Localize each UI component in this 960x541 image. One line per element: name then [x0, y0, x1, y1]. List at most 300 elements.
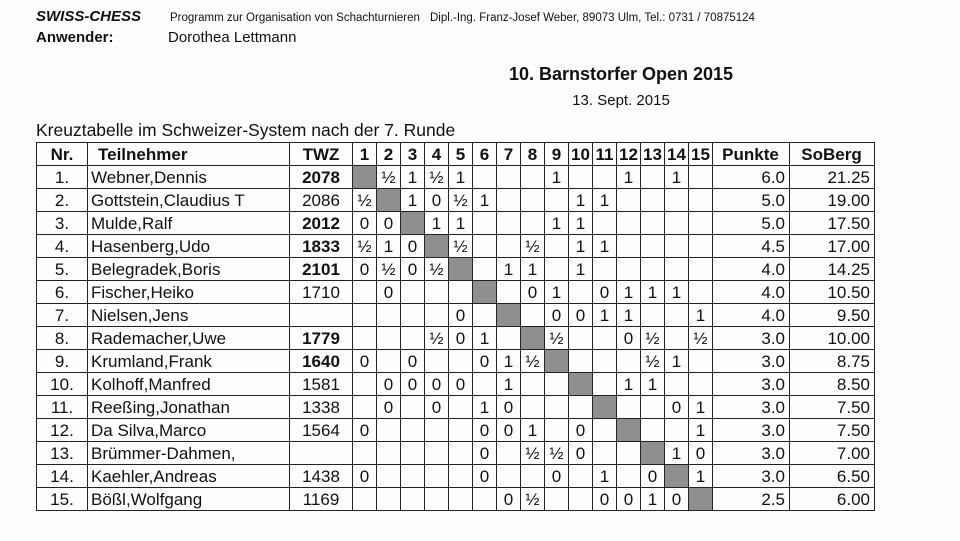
points-cell: 5.0: [713, 189, 790, 212]
result-cell: [497, 212, 521, 235]
player-name-cell: Reeßing,Jonathan: [88, 396, 290, 419]
result-cell: [545, 235, 569, 258]
result-cell: ½: [353, 235, 377, 258]
table-row: [37, 465, 875, 488]
result-cell: [665, 327, 689, 350]
result-cell: [665, 258, 689, 281]
result-cell: 0: [473, 442, 497, 465]
table-row: [37, 419, 875, 442]
result-cell: [689, 258, 713, 281]
result-cell: 0: [401, 373, 425, 396]
result-cell: 0: [377, 212, 401, 235]
result-cell: [425, 304, 449, 327]
rank-cell: 1.: [37, 166, 88, 189]
result-cell: 1: [641, 488, 665, 511]
points-cell: 3.0: [713, 373, 790, 396]
diagonal-cell: [425, 235, 449, 258]
soberg-cell: 21.25: [790, 166, 875, 189]
rank-cell: 12.: [37, 419, 88, 442]
result-cell: [689, 189, 713, 212]
result-cell: 1: [665, 442, 689, 465]
result-cell: [449, 442, 473, 465]
player-name-cell: Krumland,Frank: [88, 350, 290, 373]
soberg-cell: 7.50: [790, 396, 875, 419]
table-row: [37, 488, 875, 511]
result-cell: [497, 327, 521, 350]
result-cell: 1: [689, 419, 713, 442]
result-cell: [593, 166, 617, 189]
result-cell: ½: [521, 350, 545, 373]
rating-cell: 1779: [290, 327, 353, 350]
rank-cell: 9.: [37, 350, 88, 373]
table-row: [37, 212, 875, 235]
result-cell: [353, 304, 377, 327]
result-cell: [449, 281, 473, 304]
result-cell: [617, 350, 641, 373]
tournament-date: 13. Sept. 2015: [572, 92, 670, 109]
result-cell: 1: [569, 212, 593, 235]
result-cell: 0: [353, 350, 377, 373]
player-name-cell: Belegradek,Boris: [88, 258, 290, 281]
user-name: Dorothea Lettmann: [168, 29, 297, 46]
result-cell: 0: [401, 258, 425, 281]
result-cell: 1: [449, 212, 473, 235]
result-cell: ½: [689, 327, 713, 350]
soberg-cell: 10.00: [790, 327, 875, 350]
result-cell: [689, 350, 713, 373]
result-cell: [545, 373, 569, 396]
result-cell: [545, 189, 569, 212]
result-cell: 0: [569, 304, 593, 327]
soberg-cell: 8.50: [790, 373, 875, 396]
column-header-round: 8: [521, 143, 545, 166]
result-cell: 1: [449, 166, 473, 189]
player-name-cell: Kaehler,Andreas: [88, 465, 290, 488]
result-cell: [617, 212, 641, 235]
result-cell: [641, 396, 665, 419]
result-cell: 1: [617, 281, 641, 304]
result-cell: [569, 166, 593, 189]
result-cell: 0: [377, 396, 401, 419]
result-cell: 0: [545, 304, 569, 327]
result-cell: 1: [473, 396, 497, 419]
soberg-cell: 14.25: [790, 258, 875, 281]
player-name-cell: Fischer,Heiko: [88, 281, 290, 304]
result-cell: [569, 350, 593, 373]
result-cell: [449, 396, 473, 419]
column-header-round: 6: [473, 143, 497, 166]
result-cell: [617, 258, 641, 281]
result-cell: 0: [665, 488, 689, 511]
column-header-round: 14: [665, 143, 689, 166]
diagonal-cell: [449, 258, 473, 281]
diagonal-cell: [593, 396, 617, 419]
result-cell: [473, 304, 497, 327]
rating-cell: 1564: [290, 419, 353, 442]
result-cell: [689, 166, 713, 189]
crosstable: [36, 142, 875, 511]
player-name-cell: Da Silva,Marco: [88, 419, 290, 442]
result-cell: 0: [377, 373, 401, 396]
result-cell: 0: [473, 465, 497, 488]
player-name-cell: Hasenberg,Udo: [88, 235, 290, 258]
result-cell: 0: [497, 419, 521, 442]
result-cell: 0: [473, 350, 497, 373]
result-cell: 1: [473, 327, 497, 350]
result-cell: 1: [617, 373, 641, 396]
result-cell: ½: [425, 166, 449, 189]
result-cell: 1: [569, 235, 593, 258]
result-cell: 1: [689, 465, 713, 488]
column-header-round: 10: [569, 143, 593, 166]
result-cell: 1: [641, 281, 665, 304]
result-cell: 0: [353, 258, 377, 281]
result-cell: 0: [377, 281, 401, 304]
soberg-cell: 17.00: [790, 235, 875, 258]
player-name-cell: Kolhoff,Manfred: [88, 373, 290, 396]
result-cell: [593, 350, 617, 373]
rank-cell: 11.: [37, 396, 88, 419]
soberg-cell: 10.50: [790, 281, 875, 304]
column-header-round: 9: [545, 143, 569, 166]
result-cell: [593, 373, 617, 396]
player-name-cell: Rademacher,Uwe: [88, 327, 290, 350]
result-cell: [521, 465, 545, 488]
rating-cell: 1710: [290, 281, 353, 304]
table-row: [37, 166, 875, 189]
rating-cell: 1338: [290, 396, 353, 419]
soberg-cell: 19.00: [790, 189, 875, 212]
result-cell: [569, 281, 593, 304]
result-cell: 1: [665, 281, 689, 304]
soberg-cell: 17.50: [790, 212, 875, 235]
rank-cell: 13.: [37, 442, 88, 465]
result-cell: 1: [401, 166, 425, 189]
result-cell: [617, 442, 641, 465]
soberg-cell: 6.00: [790, 488, 875, 511]
result-cell: [545, 258, 569, 281]
points-cell: 4.0: [713, 258, 790, 281]
rating-cell: 1581: [290, 373, 353, 396]
user-label: Anwender:: [36, 29, 114, 46]
diagonal-cell: [401, 212, 425, 235]
result-cell: [425, 281, 449, 304]
author-info: Dipl.-Ing. Franz-Josef Weber, 89073 Ulm, Tel.: 0731 / 70875124: [430, 12, 755, 24]
result-cell: 1: [377, 235, 401, 258]
result-cell: 0: [425, 396, 449, 419]
rank-cell: 2.: [37, 189, 88, 212]
result-cell: 1: [521, 419, 545, 442]
table-row: [37, 189, 875, 212]
points-cell: 4.5: [713, 235, 790, 258]
result-cell: 1: [545, 281, 569, 304]
result-cell: ½: [425, 258, 449, 281]
result-cell: ½: [521, 442, 545, 465]
result-cell: [521, 373, 545, 396]
soberg-cell: 7.00: [790, 442, 875, 465]
player-name-cell: Mulde,Ralf: [88, 212, 290, 235]
result-cell: 1: [593, 304, 617, 327]
table-row: [37, 350, 875, 373]
result-cell: [593, 442, 617, 465]
result-cell: [377, 419, 401, 442]
brand-name: SWISS-CHESS: [36, 8, 142, 25]
result-cell: 0: [353, 465, 377, 488]
header-row: [37, 143, 875, 166]
player-name-cell: Webner,Dennis: [88, 166, 290, 189]
result-cell: 0: [641, 465, 665, 488]
result-cell: [377, 465, 401, 488]
result-cell: [353, 488, 377, 511]
result-cell: [401, 442, 425, 465]
result-cell: [641, 304, 665, 327]
points-cell: 2.5: [713, 488, 790, 511]
result-cell: [665, 212, 689, 235]
result-cell: 0: [497, 396, 521, 419]
points-cell: 3.0: [713, 396, 790, 419]
rating-cell: 1640: [290, 350, 353, 373]
result-cell: [641, 258, 665, 281]
result-cell: [401, 419, 425, 442]
result-cell: [425, 488, 449, 511]
result-cell: [593, 258, 617, 281]
result-cell: [665, 189, 689, 212]
result-cell: [665, 419, 689, 442]
result-cell: 0: [569, 442, 593, 465]
rating-cell: 2101: [290, 258, 353, 281]
result-cell: 0: [353, 419, 377, 442]
result-cell: [689, 281, 713, 304]
result-cell: [665, 373, 689, 396]
player-name-cell: Gottstein,Claudius T: [88, 189, 290, 212]
result-cell: 1: [641, 373, 665, 396]
result-cell: [665, 304, 689, 327]
column-header-round: 7: [497, 143, 521, 166]
result-cell: [521, 396, 545, 419]
result-cell: 1: [521, 258, 545, 281]
result-cell: 1: [617, 166, 641, 189]
result-cell: [593, 212, 617, 235]
result-cell: [473, 166, 497, 189]
result-cell: [617, 235, 641, 258]
soberg-cell: 8.75: [790, 350, 875, 373]
result-cell: [401, 327, 425, 350]
result-cell: [401, 396, 425, 419]
table-row: [37, 258, 875, 281]
result-cell: [401, 488, 425, 511]
result-cell: ½: [521, 488, 545, 511]
column-header-round: 13: [641, 143, 665, 166]
result-cell: ½: [521, 235, 545, 258]
program-description: Programm zur Organisation von Schachturnieren: [170, 12, 420, 24]
column-header-round: 12: [617, 143, 641, 166]
rank-cell: 3.: [37, 212, 88, 235]
result-cell: ½: [425, 327, 449, 350]
column-header-round: 1: [353, 143, 377, 166]
result-cell: [521, 166, 545, 189]
column-header-round: 2: [377, 143, 401, 166]
rating-cell: [290, 442, 353, 465]
result-cell: [353, 327, 377, 350]
column-header-round: 4: [425, 143, 449, 166]
table-row: [37, 442, 875, 465]
result-cell: [353, 281, 377, 304]
result-cell: 0: [449, 304, 473, 327]
result-cell: 1: [593, 189, 617, 212]
result-cell: [641, 212, 665, 235]
result-cell: [497, 189, 521, 212]
result-cell: 0: [689, 442, 713, 465]
result-cell: [569, 396, 593, 419]
table-subtitle: Kreuztabelle im Schweizer-System nach der 7. Runde: [36, 120, 456, 140]
result-cell: 1: [545, 212, 569, 235]
result-cell: ½: [545, 327, 569, 350]
result-cell: [377, 350, 401, 373]
column-header-round: 15: [689, 143, 713, 166]
points-cell: 4.0: [713, 281, 790, 304]
diagonal-cell: [689, 488, 713, 511]
result-cell: 1: [665, 166, 689, 189]
result-cell: [497, 281, 521, 304]
column-header-name: Teilnehmer: [88, 143, 290, 166]
soberg-cell: 6.50: [790, 465, 875, 488]
result-cell: 0: [521, 281, 545, 304]
result-cell: 0: [593, 488, 617, 511]
result-cell: 1: [569, 189, 593, 212]
diagonal-cell: [569, 373, 593, 396]
result-cell: 0: [545, 465, 569, 488]
result-cell: ½: [449, 235, 473, 258]
player-name-cell: Nielsen,Jens: [88, 304, 290, 327]
column-header-round: 5: [449, 143, 473, 166]
result-cell: [377, 442, 401, 465]
result-cell: 1: [497, 350, 521, 373]
result-cell: [473, 212, 497, 235]
result-cell: [497, 465, 521, 488]
player-name-cell: Bößl,Wolfgang: [88, 488, 290, 511]
result-cell: [449, 488, 473, 511]
result-cell: [425, 350, 449, 373]
result-cell: 0: [425, 189, 449, 212]
result-cell: 0: [617, 327, 641, 350]
result-cell: [521, 189, 545, 212]
result-cell: [617, 189, 641, 212]
result-cell: [593, 419, 617, 442]
result-cell: [473, 373, 497, 396]
result-cell: ½: [377, 166, 401, 189]
column-header-points: Punkte: [713, 143, 790, 166]
result-cell: [353, 396, 377, 419]
result-cell: [401, 304, 425, 327]
result-cell: [665, 235, 689, 258]
result-cell: [473, 235, 497, 258]
result-cell: 1: [593, 235, 617, 258]
column-header-nr: Nr.: [37, 143, 88, 166]
rating-cell: 1438: [290, 465, 353, 488]
column-header-twz: TWZ: [290, 143, 353, 166]
player-name-cell: Brümmer-Dahmen,: [88, 442, 290, 465]
table-row: [37, 304, 875, 327]
result-cell: 1: [497, 258, 521, 281]
result-cell: [617, 465, 641, 488]
result-cell: [377, 327, 401, 350]
result-cell: 0: [497, 488, 521, 511]
result-cell: [545, 396, 569, 419]
column-header-soberg: SoBerg: [790, 143, 875, 166]
result-cell: 0: [569, 419, 593, 442]
rating-cell: [290, 304, 353, 327]
result-cell: [593, 327, 617, 350]
diagonal-cell: [521, 327, 545, 350]
result-cell: 1: [665, 350, 689, 373]
result-cell: 0: [401, 350, 425, 373]
diagonal-cell: [641, 442, 665, 465]
result-cell: 0: [353, 212, 377, 235]
result-cell: 0: [401, 235, 425, 258]
result-cell: 0: [449, 327, 473, 350]
result-cell: [641, 166, 665, 189]
result-cell: [689, 235, 713, 258]
rating-cell: 2086: [290, 189, 353, 212]
result-cell: [497, 442, 521, 465]
rating-cell: 1833: [290, 235, 353, 258]
points-cell: 4.0: [713, 304, 790, 327]
rank-cell: 7.: [37, 304, 88, 327]
points-cell: 3.0: [713, 419, 790, 442]
result-cell: [689, 373, 713, 396]
diagonal-cell: [497, 304, 521, 327]
rank-cell: 14.: [37, 465, 88, 488]
result-cell: [497, 235, 521, 258]
result-cell: [377, 304, 401, 327]
rank-cell: 15.: [37, 488, 88, 511]
result-cell: 1: [569, 258, 593, 281]
column-header-round: 11: [593, 143, 617, 166]
result-cell: [641, 235, 665, 258]
diagonal-cell: [617, 419, 641, 442]
diagonal-cell: [377, 189, 401, 212]
column-header-round: 3: [401, 143, 425, 166]
points-cell: 5.0: [713, 212, 790, 235]
rating-cell: 1169: [290, 488, 353, 511]
result-cell: 1: [401, 189, 425, 212]
table-row: [37, 373, 875, 396]
rating-cell: 2078: [290, 166, 353, 189]
points-cell: 3.0: [713, 442, 790, 465]
table-row: [37, 396, 875, 419]
result-cell: [353, 373, 377, 396]
result-cell: [449, 465, 473, 488]
result-cell: 1: [473, 189, 497, 212]
result-cell: ½: [545, 442, 569, 465]
table-row: [37, 327, 875, 350]
result-cell: [569, 465, 593, 488]
tournament-title: 10. Barnstorfer Open 2015: [508, 64, 734, 84]
result-cell: [617, 396, 641, 419]
rank-cell: 5.: [37, 258, 88, 281]
result-cell: 1: [425, 212, 449, 235]
result-cell: [353, 442, 377, 465]
result-cell: [473, 488, 497, 511]
result-cell: [401, 281, 425, 304]
rating-cell: 2012: [290, 212, 353, 235]
result-cell: [521, 212, 545, 235]
result-cell: [545, 419, 569, 442]
result-cell: 0: [665, 396, 689, 419]
points-cell: 3.0: [713, 327, 790, 350]
result-cell: 0: [617, 488, 641, 511]
rank-cell: 4.: [37, 235, 88, 258]
